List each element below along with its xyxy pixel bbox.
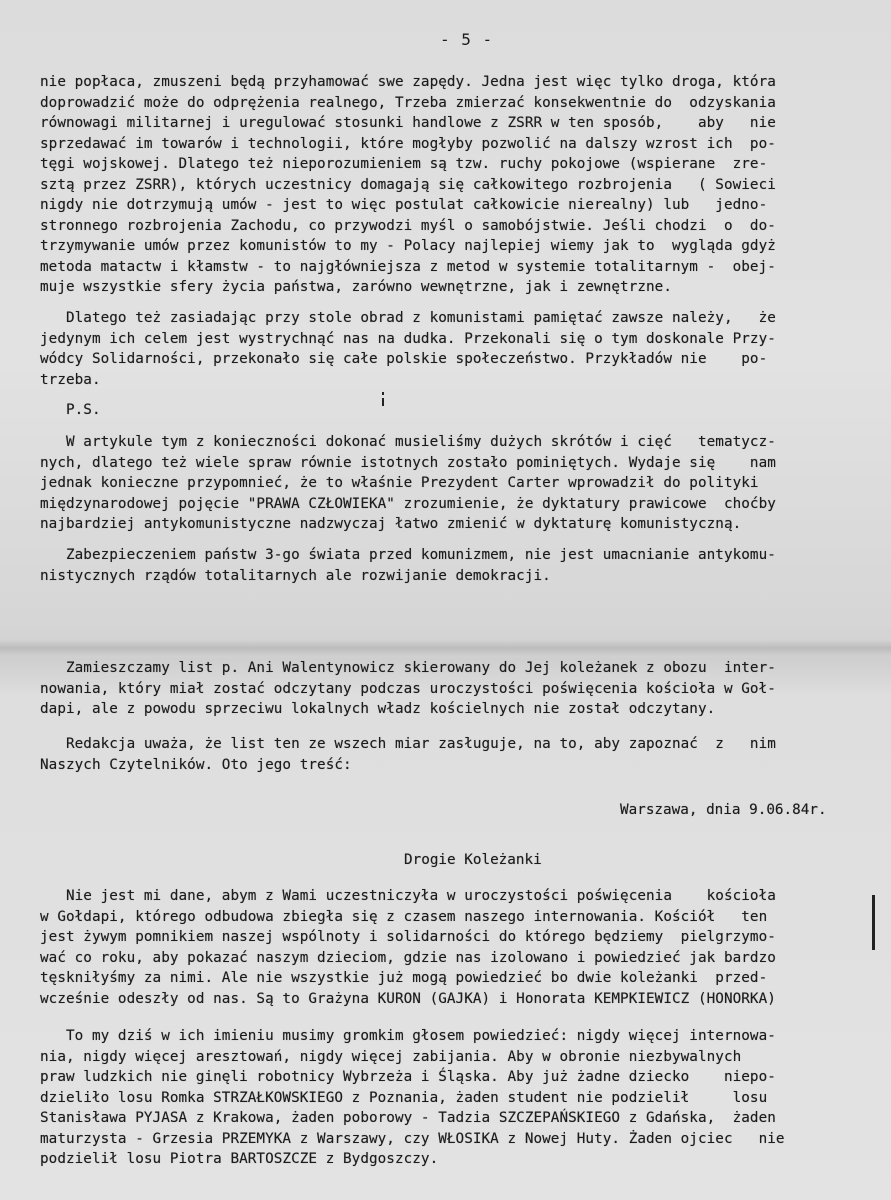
text-line: sprzedawać im towarów i technologii, które mogłyby pozwolić na dalszy wzrost ich po- (40, 135, 776, 152)
text-line: tęskniłyśmy za nimi. Ale nie wszystkie już mogą powiedzieć bo dwie koleżanki przed- (40, 970, 768, 986)
text-line: muje wszystkie sfery życia państwa, zarówno wewnętrzne, jak i zewnętrzne. (40, 279, 672, 295)
text-line: dapi, ale z powodu sprzeciwu lokalnych władz kościelnych nie został odczytany. (40, 701, 716, 717)
letter-date: Warszawa, dnia 9.06.84r. (620, 802, 827, 818)
text-line: jednak konieczne przypomnieć, że to właśnie Prezydent Carter wprowadził do polityki (40, 475, 759, 491)
text-line: To my dziś w ich imieniu musimy gromkim głosem powiedzieć: nigdy więcej internowa- (40, 1028, 776, 1044)
text-line: nych, dlatego też wiele spraw równie istotnych zostało pominiętych. Wydaje się nam (40, 454, 776, 471)
text-line: w Gołdapi, którego odbudowa zbiegła się z czasem naszego internowania. Kościół ten (40, 908, 768, 925)
text-line: trzeba. (40, 371, 101, 388)
text-line: Nie jest mi dane, abym z Wami uczestniczyła w uroczystości poświęcenia kościoła (40, 888, 776, 904)
text-line: wać co roku, aby pokazać naszym dzieciom, gdzie nas izolowano i powiedzieć jak bardzo (40, 949, 776, 966)
page-number: - 5 - (440, 30, 494, 49)
text-line: Zamieszczamy list p. Ani Walentynowicz skierowany do Jej koleżanek z obozu inter- (40, 660, 776, 676)
text-line: Stanisława PYJASA z Krakowa, żaden poborowy - Tadzia SZCZEPAŃSKIEGO z Gdańska, żaden (40, 1110, 776, 1126)
text-line: jedynym ich celem jest wystrychnąć nas na dudka. Przekonali się o tym doskonale Przy- (40, 330, 776, 347)
text-line: najbardziej antykomunistyczne nadzwyczaj łatwo zmienić w dyktaturę komunistyczną. (40, 516, 742, 532)
paragraph-6 (40, 734, 870, 775)
page-fold (0, 640, 891, 656)
text-line: dzieliło losu Romka STRZAŁKOWSKIEGO z Poznania, żaden student nie podzielił losu (40, 1089, 768, 1106)
text-line: doprowadzić może do odprężenia realnego, Trzeba zmierzać konsekwentnie do odzyskania (40, 94, 776, 111)
text-line: równowagi militarnej i uregulować stosunki handlowe z ZSRR w ten sposób, aby nie (40, 115, 776, 131)
text-line: Zabezpieczeniem państw 3-go świata przed komunizmem, nie jest umacnianie antykomu- (40, 547, 776, 563)
paragraph-2 (40, 308, 870, 390)
text-line: stronnego rozbrojenia Zachodu, co przywodzi myśl o samobójstwie. Jeśli chodzi o do- (40, 217, 776, 234)
letter-salutation: Drogie Koleżanki (404, 852, 542, 868)
text-line: tęgi wojskowej. Dlatego też nieporozumieniem są tzw. ruchy pokojowe (wspierane zre- (40, 156, 768, 172)
text-line: wcześnie odeszły od nas. Są to Grażyna KURON (GAJKA) i Honorata KEMPKIEWICZ (HONORKA) (40, 990, 776, 1007)
margin-mark (872, 895, 875, 950)
text-line: Dlatego też zasiadając przy stole obrad z komunistami pamiętać zawsze należy, że (40, 310, 776, 326)
text-line: praw ludzkich nie ginęli robotnicy Wybrzeża i Śląska. Aby już żadne dziecko niepo- (40, 1069, 776, 1085)
text-line: Redakcja uważa, że list ten ze wszech miar zasługuje, na to, aby zapoznać z nim (40, 736, 776, 752)
text-line: maturzysta - Grzesia PRZEMYKA z Warszawy, czy WŁOSIKA z Nowej Huty. Żaden ojciec nie (40, 1130, 785, 1147)
text-line: nowania, który miał zostać odczytany podczas uroczystości poświęcenia kościoła w Goł- (40, 680, 776, 697)
text-line: nia, nigdy więcej aresztowań, nigdy więcej zabijania. Aby w obronie niezbywalnych (40, 1048, 742, 1065)
paragraph-7 (40, 886, 870, 1009)
text-line: Naszych Czytelników. Oto jego treść: (40, 756, 352, 773)
text-line: podzielił losu Piotra BARTOSZCZE z Bydgoszczy. (40, 1151, 439, 1167)
text-line: nistycznych rządów totalitarnych ale rozwijanie demokracji. (40, 567, 551, 584)
paragraph-5 (40, 658, 870, 720)
text-line: P.S. (40, 402, 101, 418)
text-line: metoda matactw i kłamstw - to najgłówniejsza z metod w systemie totalitarnym - obej- (40, 258, 776, 275)
text-line: wódcy Solidarności, przekonało się całe polskie społeczeństwo. Przykładów nie po- (40, 351, 768, 367)
text-line: W artykule tym z konieczności dokonać musieliśmy dużych skrótów i cięć tematycz- (40, 434, 776, 450)
postscript-heading (40, 400, 870, 421)
paragraph-8 (40, 1026, 870, 1170)
text-line: trzymywanie umów przez komunistów to my - Polacy najlepiej wiemy jak to wygląda gdyż (40, 238, 776, 254)
paragraph-3 (40, 432, 870, 535)
text-line: sztą przez ZSRR), których uczestnicy domagają się całkowitego rozbrojenia ( Sowieci (40, 176, 776, 193)
text-line: nigdy nie dotrzymują umów - jest to więc postulat całkowicie nierealny) lub jedno- (40, 197, 768, 213)
paragraph-4 (40, 545, 870, 586)
text-line: nie popłaca, zmuszeni będą przyhamować swe zapędy. Jedna jest więc tylko droga, która (40, 74, 776, 90)
paragraph-1 (40, 72, 870, 298)
text-line: jest żywym pomnikiem naszej wspólnoty i solidarności do którego będziemy pielgrzymo- (40, 929, 776, 945)
text-line: międzynarodowej pojęcie "PRAWA CZŁOWIEKA" zrozumienie, że dyktatury prawicowe choćby (40, 495, 776, 512)
